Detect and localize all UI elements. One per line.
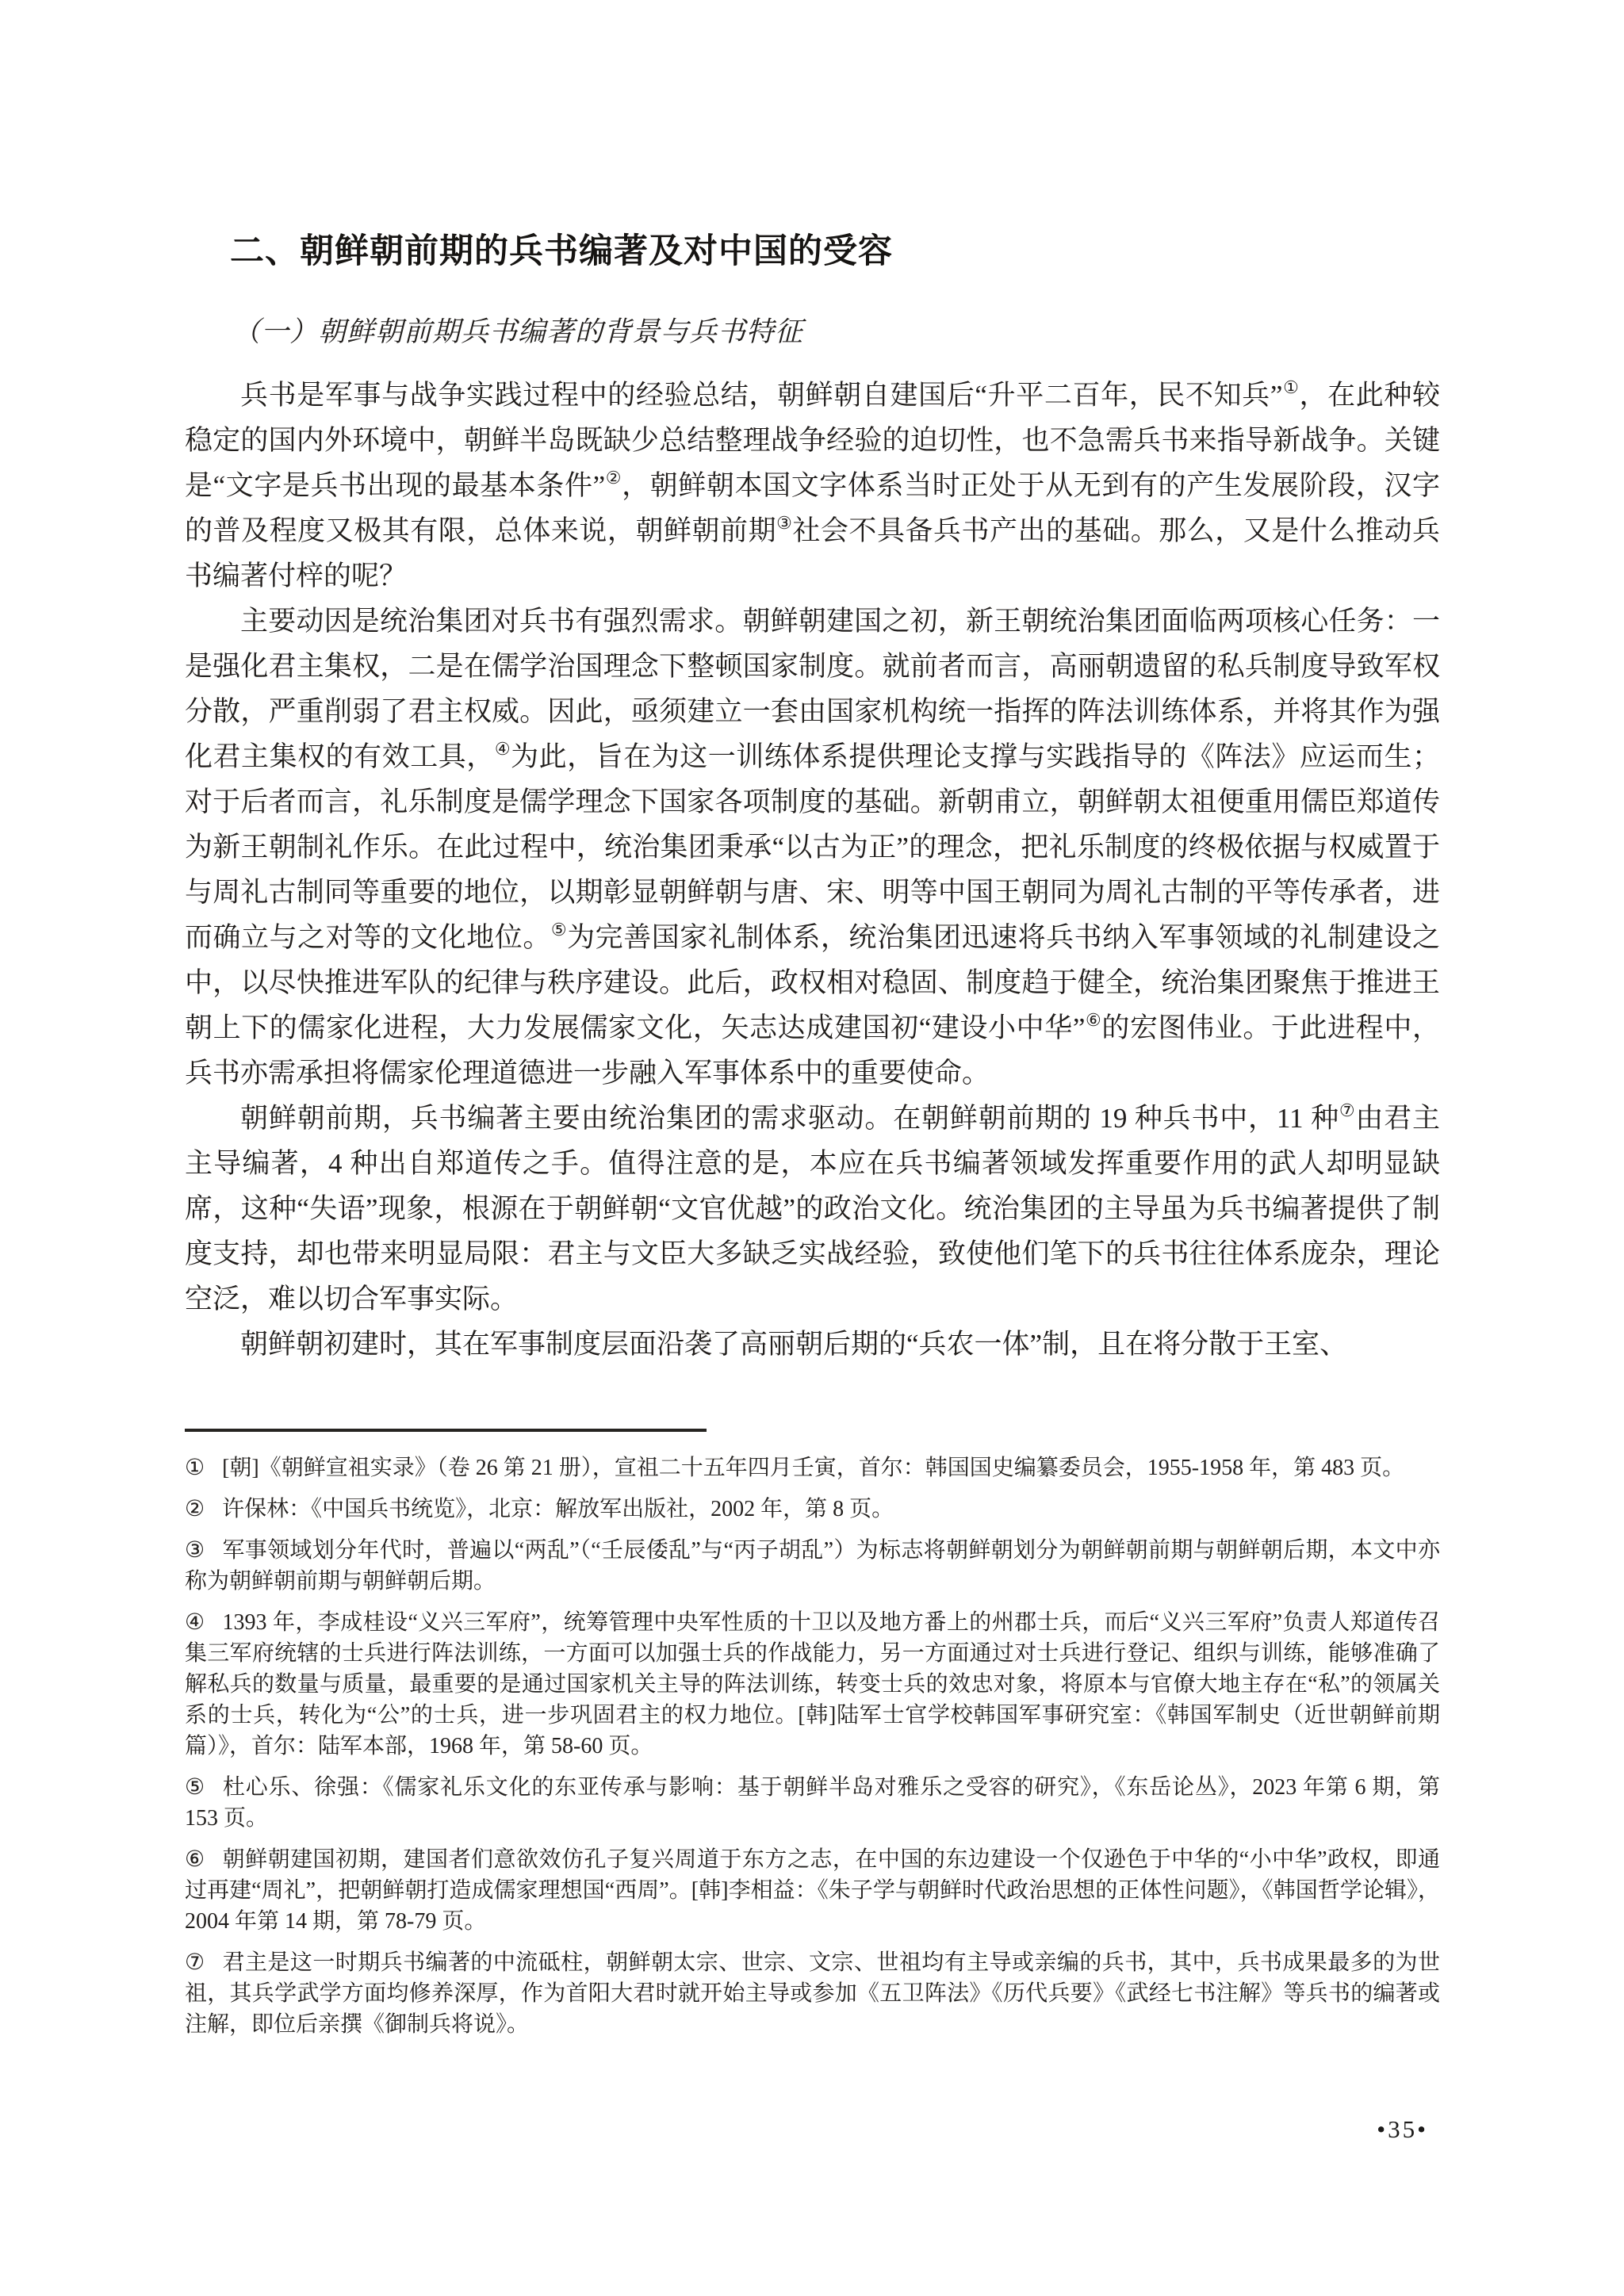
footnotes-list xyxy=(185,1452,1440,2040)
footnote-ref-③: ③ xyxy=(776,513,793,533)
footnote-marker: ⑦ xyxy=(185,1950,205,1975)
footnote-item: ⑤ 杜心乐、徐强：《儒家礼乐文化的东亚传承与影响：基于朝鲜半岛对雅乐之受容的研究》，《东岳论丛》，2023 年第 6 期，第 153 页。 xyxy=(185,1775,1440,1831)
footnote-item: ① [朝]《朝鲜宣祖实录》（卷 26 第 21 册），宣祖二十五年四月壬寅，首尔：韩国国史编纂委员会，1955-1958 年，第 483 页。 xyxy=(185,1456,1405,1480)
footnote-separator-rule xyxy=(185,1429,707,1432)
footnote-marker: ① xyxy=(185,1456,205,1480)
footnote-marker: ⑤ xyxy=(185,1775,205,1800)
footnote-ref-⑦: ⑦ xyxy=(1339,1100,1356,1120)
footnote-item: ⑦ 君主是这一时期兵书编著的中流砥柱，朝鲜朝太宗、世宗、文宗、世祖均有主导或亲编的兵书，其中，兵书成果最多的为世祖，其兵学武学方面均修养深厚，作为首阳大君时就开始主导或参加《五卫阵法》《历代兵要》《武经七书注解》等兵书的编著或注解，即位后亲撰《御制兵将说》。 xyxy=(185,1950,1440,2037)
footnote-item: ③ 军事领域划分年代时，普遍以“两乱”（“壬辰倭乱”与“丙子胡乱”）为标志将朝鲜朝划分为朝鲜朝前期与朝鲜朝后期，本文中亦称为朝鲜朝前期与朝鲜朝后期。 xyxy=(185,1538,1440,1594)
section-heading: 二、朝鲜朝前期的兵书编著及对中国的受容 xyxy=(230,232,893,270)
footnote-item: ④ 1393 年，李成桂设“义兴三军府”，统筹管理中央军性质的十卫以及地方番上的州郡士兵，而后“义兴三军府”负责人郑道传召集三军府统辖的士兵进行阵法训练，一方面可以加强士兵的作战能力，另一方面通过对士兵进行登记、组织与训练，能够准确了解私兵的数量与质量，最重要的是通过国家机关主导的阵法训练，转变士兵的效忠对象，将原本与官僚大地主存在“私”的领属关系的士兵，转化为“公”的士兵，进一步巩固君主的权力地位。[韩]陆军士官学校韩国军事研究室：《韩国军制史（近世朝鲜前期篇）》，首尔：陆军本部，1968 年，第 58-60 页。 xyxy=(185,1610,1440,1758)
body-paragraph: 朝鲜朝前期，兵书编著主要由统治集团的需求驱动。在朝鲜朝前期的 19 种兵书中，11 种⑦由君主主导编著，4 种出自郑道传之手。值得注意的是，本应在兵书编著领域发挥重要作用的武人却明显缺席，这种“失语”现象，根源在于朝鲜朝“文官优越”的政治文化。统治集团的主导虽为兵书编著提供了制度支持，却也带来明显局限：君主与文臣大多缺乏实战经验，致使他们笔下的兵书往往体系庞杂，理论空泛，难以切合军事实际。 xyxy=(185,1100,1440,1314)
subsection-heading: （一）朝鲜朝前期兵书编著的背景与兵书特征 xyxy=(232,316,804,347)
footnote-ref-④: ④ xyxy=(494,739,511,759)
body-paragraph: 兵书是军事与战争实践过程中的经验总结，朝鲜朝自建国后“升平二百年，民不知兵”①，在此种较稳定的国内外环境中，朝鲜半岛既缺少总结整理战争经验的迫切性，也不急需兵书来指导新战争。关键是“文字是兵书出现的最基本条件”②，朝鲜朝本国文字体系当时正处于从无到有的产生发展阶段，汉字的普及程度又极其有限，总体来说，朝鲜朝前期③社会不具备兵书产出的基础。那么，又是什么推动兵书编著付梓的呢？ xyxy=(185,377,1440,591)
footnote-marker: ③ xyxy=(185,1538,205,1563)
footnote-item: ⑥ 朝鲜朝建国初期，建国者们意欲效仿孔子复兴周道于东方之志，在中国的东边建设一个仅逊色于中华的“小中华”政权，即通过再建“周礼”，把朝鲜朝打造成儒家理想国“西周”。[韩]李相益：《朱子学与朝鲜时代政治思想的正体性问题》，《韩国哲学论辑》，2004 年第 14 期，第 78-79 页。 xyxy=(185,1847,1440,1934)
footnote-ref-①: ① xyxy=(1282,377,1300,397)
body-text xyxy=(185,373,1440,1367)
footnote-ref-⑥: ⑥ xyxy=(1085,1010,1102,1030)
footnote-marker: ④ xyxy=(185,1610,205,1635)
footnote-ref-⑤: ⑤ xyxy=(550,920,568,939)
footnote-marker: ⑥ xyxy=(185,1847,205,1872)
footnote-marker: ② xyxy=(185,1497,205,1521)
body-paragraph: 朝鲜朝初建时，其在军事制度层面沿袭了高丽朝后期的“兵农一体”制，且在将分散于王室、 xyxy=(240,1329,1348,1360)
footnote-item: ② 许保林：《中国兵书统览》，北京：解放军出版社，2002 年，第 8 页。 xyxy=(185,1497,894,1521)
footnote-ref-②: ② xyxy=(605,468,622,488)
page-number: •35• xyxy=(1377,2115,1428,2143)
page-content xyxy=(185,0,1440,2050)
body-paragraph: 主要动因是统治集团对兵书有强烈需求。朝鲜朝建国之初，新王朝统治集团面临两项核心任务：一是强化君主集权，二是在儒学治国理念下整顿国家制度。就前者而言，高丽朝遗留的私兵制度导致军权分散，严重削弱了君主权威。因此，亟须建立一套由国家机构统一指挥的阵法训练体系，并将其作为强化君主集权的有效工具，④为此，旨在为这一训练体系提供理论支撑与实践指导的《阵法》应运而生；对于后者而言，礼乐制度是儒学理念下国家各项制度的基础。新朝甫立，朝鲜朝太祖便重用儒臣郑道传为新王朝制礼作乐。在此过程中，统治集团秉承“以古为正”的理念，把礼乐制度的终极依据与权威置于与周礼古制同等重要的地位，以期彰显朝鲜朝与唐、宋、明等中国王朝同为周礼古制的平等传承者，进而确立与之对等的文化地位。⑤为完善国家礼制体系，统治集团迅速将兵书纳入军事领域的礼制建设之中，以尽快推进军队的纪律与秩序建设。此后，政权相对稳固、制度趋于健全，统治集团聚焦于推进王朝上下的儒家化进程，大力发展儒家文化，矢志达成建国初“建设小中华”⑥的宏图伟业。于此进程中，兵书亦需承担将儒家伦理道德进一步融入军事体系中的重要使命。 xyxy=(185,606,1440,1089)
